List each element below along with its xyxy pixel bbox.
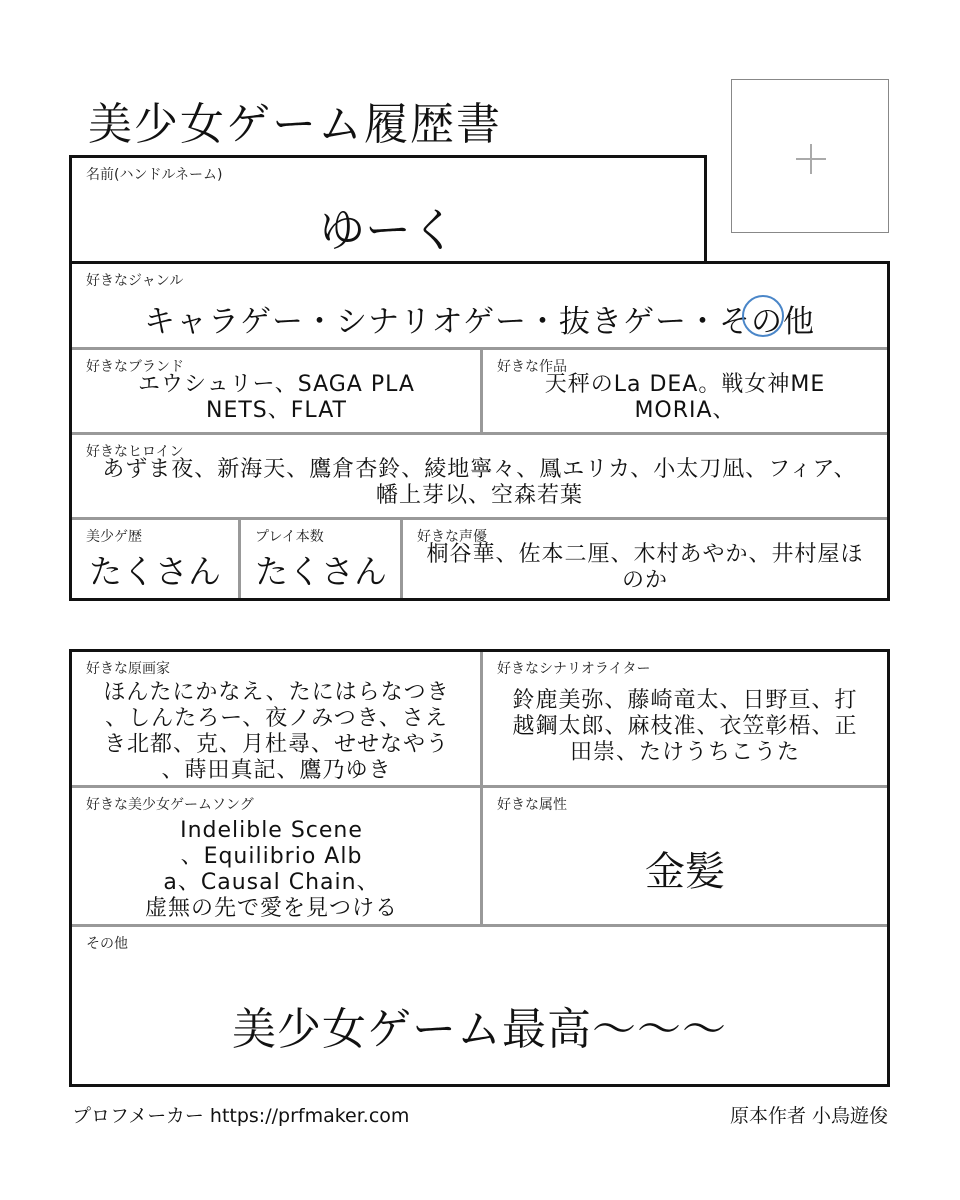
footer-author: 原本作者 小鳥遊俊 — [729, 1105, 888, 1127]
name-label: 名前(ハンドルネーム) — [86, 167, 223, 183]
heroine-label: 好きなヒロイン — [86, 444, 184, 460]
played-label: プレイ本数 — [255, 529, 324, 545]
history-value: たくさん — [89, 552, 221, 591]
attribute-label: 好きな属性 — [497, 797, 567, 813]
genre-cell — [72, 264, 887, 348]
writer-label: 好きなシナリオライター — [497, 661, 651, 677]
name-value: ゆーく — [319, 203, 457, 257]
name-box — [69, 155, 707, 267]
genre-label: 好きなジャンル — [86, 273, 184, 289]
other-label: その他 — [86, 936, 128, 952]
brand-cell — [72, 350, 481, 432]
writer-value: 鈴鹿美弥、藤崎竜太、日野亘、打 越鋼太郎、麻枝准、衣笠彰梧、正 田崇、たけうちこうた — [512, 688, 858, 765]
artist-label: 好きな原画家 — [86, 661, 170, 677]
voice-value: 桐谷華、佐本二厘、木村あやか、井村屋ほ のか — [426, 542, 864, 593]
brand-label: 好きなブランド — [86, 359, 184, 375]
heroine-value: あずま夜、新海天、鷹倉杏鈴、綾地寧々、鳳エリカ、小太刀凪、フィア、 幡上芽以、空森若葉 — [102, 457, 857, 508]
played-cell — [241, 520, 401, 598]
selection-circle — [742, 295, 784, 337]
brand-value: エウシュリー、SAGA PLA NETS、FLAT — [138, 372, 415, 423]
played-value: たくさん — [255, 552, 387, 591]
writer-cell — [483, 652, 887, 785]
song-cell — [72, 788, 481, 924]
voice-cell — [403, 520, 887, 598]
profile-grid — [69, 261, 890, 601]
voice-label: 好きな声優 — [417, 529, 487, 545]
heroine-cell — [72, 435, 887, 517]
attribute-value: 金髪 — [645, 849, 725, 895]
favorites-grid — [69, 649, 890, 1087]
genre-value: キャラゲー・シナリオゲー・抜きゲー・その他 — [143, 304, 816, 340]
song-label: 好きな美少女ゲームソング — [86, 797, 254, 813]
history-cell — [72, 520, 238, 598]
song-value: Indelible Scene 、Equilibrio Alb a、Causal Chain、 虚無の先で愛を見つける — [144, 818, 398, 921]
artist-cell — [72, 652, 481, 785]
work-value: 天秤のLa DEA。戦女神ME MORIA、 — [544, 372, 826, 423]
other-value: 美少女ゲーム最高～～～ — [232, 1004, 727, 1055]
artist-value: ほんたにかなえ、たにはらなつき 、しんたろー、夜ノみつき、さえ き北都、克、月杜尋、せせなやう 、蒔田真記、鷹乃ゆき — [103, 680, 450, 783]
photo-placeholder[interactable] — [731, 79, 889, 233]
work-label: 好きな作品 — [497, 359, 567, 375]
other-cell — [72, 927, 887, 1084]
attribute-cell — [483, 788, 887, 924]
footer-site: プロフメーカー https://prfmaker.com — [72, 1105, 410, 1127]
history-label: 美少ゲ歴 — [86, 529, 142, 545]
page-title: 美少女ゲーム履歴書 — [88, 99, 502, 150]
work-cell — [483, 350, 887, 432]
